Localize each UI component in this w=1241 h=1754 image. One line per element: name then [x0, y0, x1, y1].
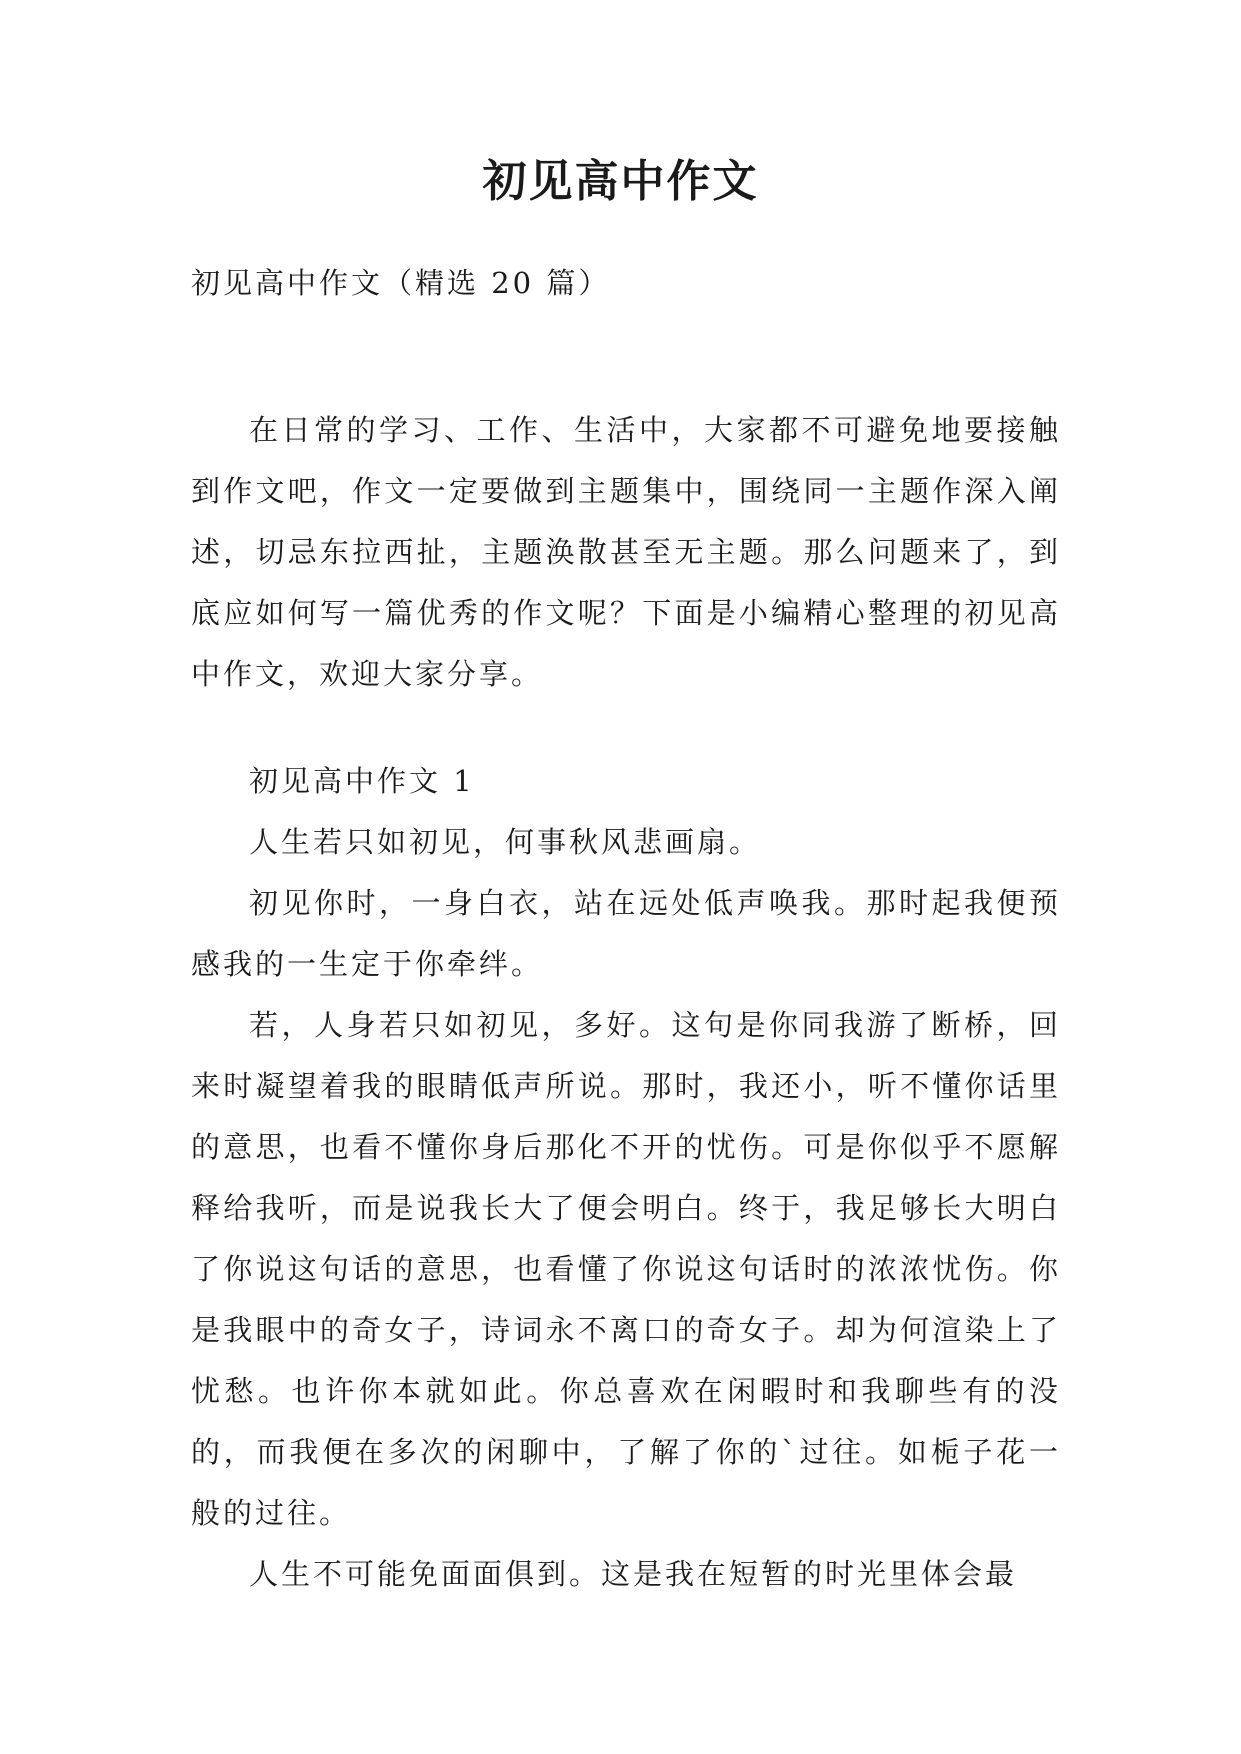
essay-section [191, 751, 1061, 1605]
document-title: 初见高中作文 [482, 156, 759, 207]
intro-paragraph: 在日常的学习、工作、生活中，大家都不可避免地要接触到作文吧，作文一定要做到主题集中，围绕同一主题作深入阐述，切忌东拉西扯，主题涣散甚至无主题。那么问题来了，到底应如何写一篇优秀的作文呢？下面是小编精心整理的初见高中作文，欢迎大家分享。 [191, 413, 1061, 691]
essay-paragraph: 若，人身若只如初见，多好。这句是你同我游了断桥，回来时凝望着我的眼睛低声所说。那时，我还小，听不懂你话里的意思，也看不懂你身后那化不开的忧伤。可是你似乎不愿解释给我听，而是说我长大了便会明白。终于，我足够长大明白了你说这句话的意思，也看懂了你说这句话时的浓浓忧伤。你是我眼中的奇女子，诗词永不离口的奇女子。却为何渲染上了忧愁。也许你本就如此。你总喜欢在闲暇时和我聊些有的没的，而我便在多次的闲聊中，了解了你的`过往。如栀子花一般的过往。 [191, 1008, 1061, 1530]
essay-paragraph: 初见你时，一身白衣，站在远处低声唤我。那时起我便预感我的一生定于你牵绊。 [191, 886, 1061, 981]
essay-paragraph: 人生若只如初见，何事秋风悲画扇。 [249, 825, 762, 859]
essay-paragraph: 人生不可能免面面俱到。这是我在短暂的时光里体会最 [249, 1557, 1018, 1591]
document-subtitle: 初见高中作文（精选 20 篇） [191, 266, 611, 300]
section-heading: 初见高中作文 1 [249, 764, 475, 798]
intro-block [191, 400, 1061, 705]
